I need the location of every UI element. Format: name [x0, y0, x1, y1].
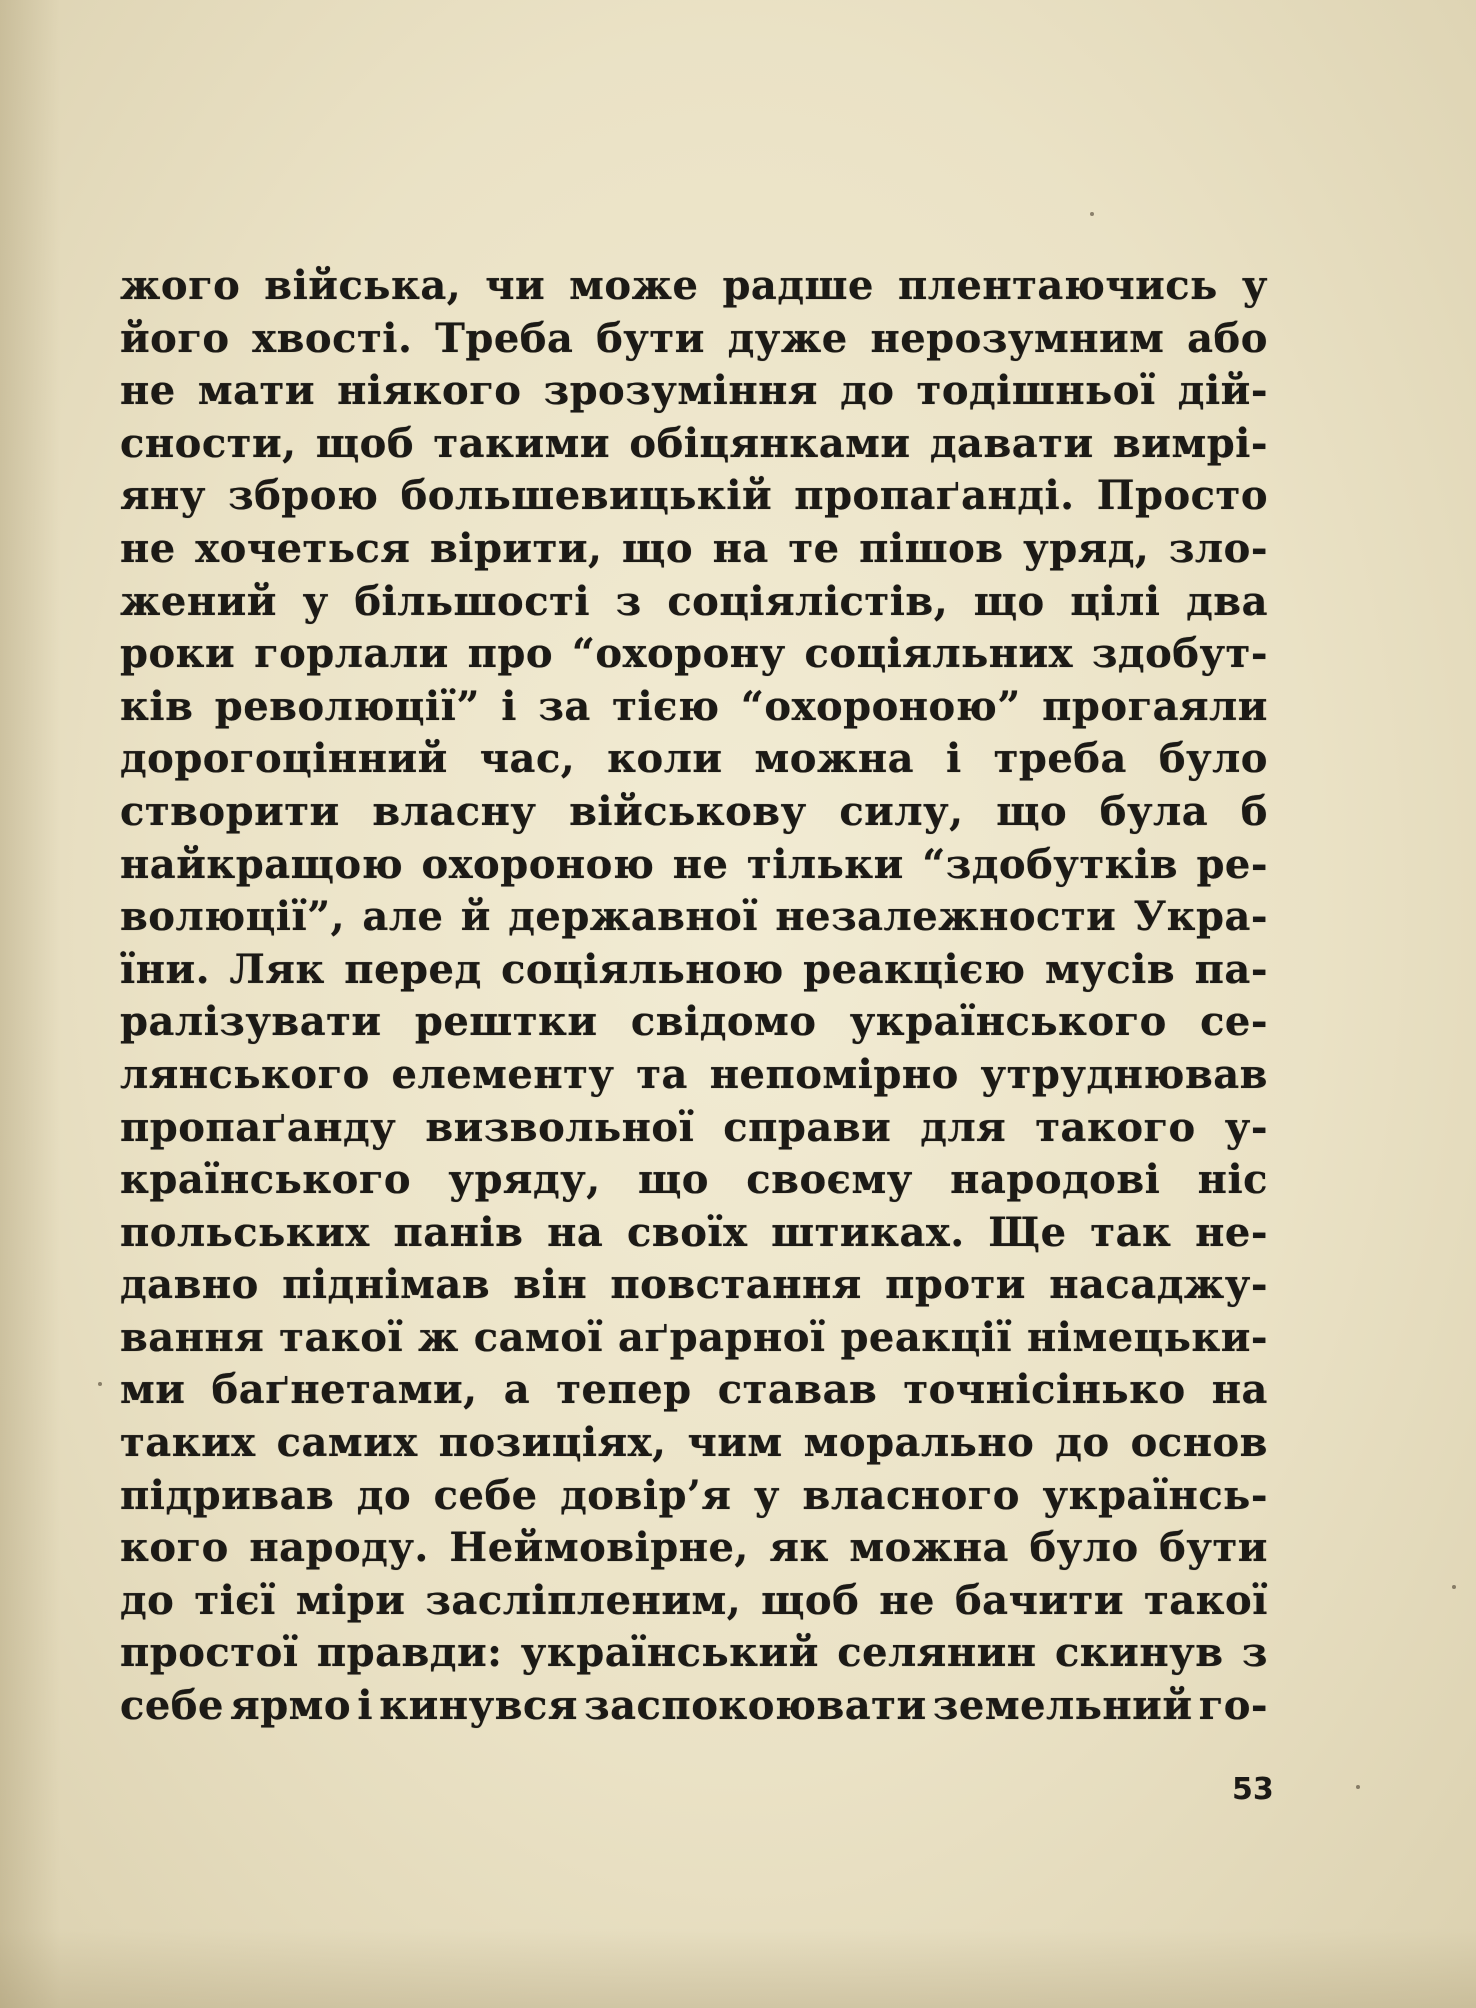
text-line — [120, 525, 1268, 578]
word: обіцянками — [629, 419, 911, 467]
word: власного — [802, 1471, 1020, 1519]
word: самої — [473, 1313, 604, 1361]
word: з — [1241, 1629, 1268, 1677]
word: “охорону — [571, 630, 786, 678]
word: дуже — [727, 314, 848, 362]
word: те — [788, 524, 840, 572]
word: з — [615, 577, 642, 625]
word: силу, — [839, 787, 964, 835]
word: здобут- — [1091, 630, 1268, 678]
word: більшості — [354, 577, 591, 625]
word: штиках. — [771, 1208, 965, 1256]
word: державної — [508, 893, 759, 941]
word: такими — [433, 419, 611, 467]
word: яну — [120, 472, 206, 520]
word: не- — [1195, 1208, 1268, 1256]
word: основ — [1130, 1419, 1268, 1467]
word: правди: — [316, 1629, 503, 1677]
text-line — [120, 367, 1268, 420]
word: рештки — [414, 998, 598, 1046]
word: для — [920, 1103, 1007, 1151]
word: Укра- — [1133, 893, 1268, 941]
word: і — [357, 1682, 374, 1730]
word: сности, — [120, 419, 297, 467]
word: довір’я — [560, 1471, 732, 1519]
word: піднімав — [282, 1261, 491, 1309]
word: тодішньої — [916, 367, 1156, 415]
word: до — [120, 1576, 175, 1624]
word: він — [513, 1261, 588, 1309]
word: се- — [1200, 998, 1268, 1046]
word: охороною — [421, 840, 655, 888]
word: Просто — [1096, 472, 1268, 520]
word: щоб — [315, 419, 415, 467]
word: що — [973, 577, 1045, 625]
text-line — [120, 262, 1268, 315]
text-line — [120, 1577, 1268, 1630]
word: їни. — [120, 945, 211, 993]
word: зло- — [1168, 524, 1268, 572]
word: уряд, — [1023, 524, 1150, 572]
word: можна — [849, 1524, 1009, 1572]
word: на — [1211, 1366, 1268, 1414]
text-line — [120, 735, 1268, 788]
word: самих — [276, 1419, 418, 1467]
word: аґрарної — [617, 1313, 826, 1361]
word: на — [712, 524, 769, 572]
word: бути — [1159, 1524, 1268, 1572]
word: найкращою — [120, 840, 404, 888]
word: ярмо — [230, 1682, 352, 1730]
word: такого — [1035, 1103, 1196, 1151]
word: соціялістів, — [667, 577, 949, 625]
word: Треба — [435, 314, 574, 362]
word: ми — [120, 1366, 186, 1414]
word: українсь- — [1042, 1471, 1268, 1519]
word: тепер — [556, 1366, 692, 1414]
word: па- — [1194, 945, 1268, 993]
word: польських — [120, 1208, 370, 1256]
word: що — [622, 524, 693, 572]
word: “здобутків — [922, 840, 1179, 888]
text-line — [120, 1366, 1268, 1419]
text-line — [120, 683, 1268, 736]
word: пропаґанді. — [794, 472, 1075, 520]
word: реакції — [840, 1313, 1013, 1361]
word: свідомо — [630, 998, 817, 1046]
word: плентаючись — [897, 262, 1218, 309]
word: не — [120, 367, 176, 415]
word: так — [1090, 1208, 1172, 1256]
word: щоб — [761, 1576, 860, 1624]
page-edge-shadow-bottom — [0, 1928, 1476, 2008]
word: своїх — [627, 1208, 748, 1256]
word: не — [879, 1576, 935, 1624]
word: до — [356, 1471, 412, 1519]
word: вання — [120, 1313, 265, 1361]
word: б — [1240, 787, 1268, 835]
word: давно — [120, 1261, 259, 1309]
word: було — [1158, 735, 1268, 783]
word: мусів — [1044, 945, 1176, 993]
text-line — [120, 1051, 1268, 1104]
word: можна — [754, 735, 915, 783]
page-number: 53 — [1232, 1772, 1274, 1807]
text-line — [120, 578, 1268, 631]
word: було — [1029, 1524, 1139, 1572]
text-line — [120, 1419, 1268, 1472]
word: ставав — [717, 1366, 878, 1414]
word: точнісінько — [903, 1366, 1186, 1414]
word: кинувся — [379, 1682, 578, 1730]
word: може — [569, 262, 699, 309]
text-line — [120, 893, 1268, 946]
word: повстання — [610, 1261, 862, 1309]
word: уряду, — [448, 1156, 601, 1204]
word: ж — [417, 1313, 459, 1361]
word: насаджу- — [1049, 1261, 1268, 1309]
word: та — [636, 1050, 688, 1098]
word: роки — [120, 630, 236, 678]
word: а — [503, 1366, 531, 1414]
word: військову — [569, 787, 807, 835]
word: соціяльною — [501, 945, 784, 993]
word: міри — [295, 1576, 406, 1624]
word: ніс — [1197, 1156, 1268, 1204]
text-line — [120, 1472, 1268, 1525]
word: й — [460, 893, 491, 941]
word: власну — [372, 787, 537, 835]
word: большевицькій — [400, 472, 773, 520]
text-line — [120, 1314, 1268, 1367]
word: цілі — [1070, 577, 1161, 625]
word: зрозуміння — [543, 367, 818, 415]
word: себе — [433, 1471, 538, 1519]
word: ків — [120, 682, 194, 730]
word: жений — [120, 577, 277, 625]
text-line — [120, 472, 1268, 525]
word: дорогоцінний — [120, 735, 448, 783]
text-line — [120, 420, 1268, 473]
word: за — [538, 682, 591, 730]
word: українського — [849, 998, 1167, 1046]
word: жого — [120, 262, 241, 309]
word: перед — [344, 945, 482, 993]
word: непомірно — [709, 1050, 959, 1098]
word: не — [120, 524, 176, 572]
word: що — [638, 1156, 709, 1204]
word: коли — [607, 735, 723, 783]
word: елементу — [391, 1050, 615, 1098]
text-line — [120, 1209, 1268, 1262]
word: бачити — [954, 1576, 1124, 1624]
page-edge-shadow-left — [0, 0, 60, 2008]
paper-speck — [1452, 1585, 1456, 1589]
paper-speck — [98, 1382, 102, 1386]
word: була — [1099, 787, 1209, 835]
word: соціяльних — [804, 630, 1074, 678]
text-line — [120, 630, 1268, 683]
word: у- — [1224, 1103, 1268, 1151]
word: ніякого — [337, 367, 522, 415]
text-line — [120, 1682, 1268, 1735]
word: морально — [803, 1419, 1035, 1467]
word: зброю — [228, 472, 379, 520]
word: у — [1241, 262, 1268, 309]
word: прогаяли — [1042, 682, 1268, 730]
word: ралізувати — [120, 998, 382, 1046]
word: баґнетами, — [211, 1366, 478, 1414]
word: пропаґанду — [120, 1103, 397, 1151]
word: у — [302, 577, 329, 625]
word: таких — [120, 1419, 256, 1467]
word: до — [1055, 1419, 1110, 1467]
word: кого — [120, 1524, 229, 1572]
word: ре- — [1196, 840, 1268, 888]
word: такої — [1143, 1576, 1268, 1624]
text-line — [120, 315, 1268, 368]
word: вірити, — [429, 524, 603, 572]
word: мати — [197, 367, 315, 415]
word: про — [467, 630, 554, 678]
word: Ще — [988, 1208, 1067, 1256]
word: чи — [485, 262, 546, 309]
word: утруднював — [980, 1050, 1268, 1098]
body-text — [120, 262, 1268, 1735]
word: або — [1187, 314, 1268, 362]
word: визвольної — [425, 1103, 695, 1151]
text-line — [120, 841, 1268, 894]
word: Неймовірне, — [449, 1524, 749, 1572]
word: до — [840, 367, 895, 415]
word: го- — [1198, 1682, 1268, 1730]
word: народу. — [249, 1524, 429, 1572]
text-line — [120, 946, 1268, 999]
text-line — [120, 1629, 1268, 1682]
word: себе — [120, 1682, 224, 1730]
word: проти — [885, 1261, 1026, 1309]
text-line — [120, 788, 1268, 841]
word: Ляк — [229, 945, 325, 993]
word: такої — [279, 1313, 404, 1361]
word: тією — [612, 682, 720, 730]
word: горлали — [254, 630, 449, 678]
word: тільки — [746, 840, 904, 888]
word: хвості. — [252, 314, 413, 362]
word: створити — [120, 787, 340, 835]
word: хочеться — [195, 524, 411, 572]
word: незалежности — [775, 893, 1117, 941]
word: позиціях, — [438, 1419, 667, 1467]
word: вимрі- — [1112, 419, 1268, 467]
word: і — [501, 682, 517, 730]
word: скинув — [1054, 1629, 1224, 1677]
word: революції” — [214, 682, 480, 730]
word: що — [996, 787, 1068, 835]
word: дій- — [1177, 367, 1268, 415]
text-line — [120, 1261, 1268, 1314]
word: панів — [393, 1208, 524, 1256]
paper-speck — [1356, 1785, 1360, 1789]
word: тієї — [194, 1576, 276, 1624]
text-line — [120, 1104, 1268, 1157]
text-line — [120, 1524, 1268, 1577]
word: заспокоювати — [584, 1682, 927, 1730]
word: радше — [722, 262, 874, 309]
word: його — [120, 314, 230, 362]
word: бути — [596, 314, 705, 362]
word: німецьки- — [1026, 1313, 1268, 1361]
word: країнського — [120, 1156, 412, 1204]
word: своєму — [746, 1156, 913, 1204]
word: підривав — [120, 1471, 335, 1519]
word: у — [753, 1471, 781, 1519]
word: і — [945, 735, 962, 783]
word: два — [1186, 577, 1268, 625]
word: але — [362, 893, 444, 941]
paper-speck — [1090, 212, 1094, 216]
word: засліпленим, — [425, 1576, 742, 1624]
word: лянського — [120, 1050, 370, 1098]
word: земельний — [932, 1682, 1193, 1730]
word: нерозумним — [870, 314, 1165, 362]
word: на — [547, 1208, 604, 1256]
word: час, — [479, 735, 576, 783]
text-line — [120, 1156, 1268, 1209]
word: волюції”, — [120, 893, 346, 941]
word: треба — [993, 735, 1127, 783]
word: український — [520, 1629, 819, 1677]
text-line — [120, 998, 1268, 1051]
word: селянин — [837, 1629, 1037, 1677]
word: пішов — [859, 524, 1004, 572]
word: як — [769, 1524, 829, 1572]
word: не — [672, 840, 729, 888]
word: народові — [950, 1156, 1161, 1204]
word: “охороною” — [740, 682, 1021, 730]
word: справи — [723, 1103, 892, 1151]
word: реакцією — [803, 945, 1026, 993]
word: простої — [120, 1629, 299, 1677]
word: війська, — [264, 262, 462, 309]
word: чим — [687, 1419, 783, 1467]
word: давати — [929, 419, 1094, 467]
